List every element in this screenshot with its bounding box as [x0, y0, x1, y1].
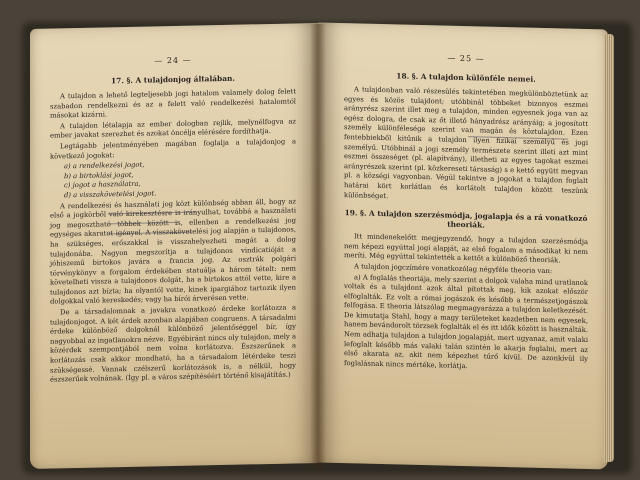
left-page-heading: 17. §. A tulajdonjog általában.: [111, 73, 235, 86]
left-page-content: [30, 23, 318, 469]
right-page-heading-2: 19. §. A tulajdon szerzésmódja, jogalapja és a rá vonatkozó theoriák.: [344, 208, 588, 230]
right-page-content: [318, 22, 608, 469]
left-page: [30, 23, 318, 469]
left-paragraph: A rendelkezési és használati jog közt különbség abban áll, hogy az első a jogkörből való kirekesztésre is irányulhat, továbbá a használati jog megosztható többek között is, ellenben a rendelkezési jog egységes akaratot igényel. A visszakövetelési jog alapján a tulajdonos, ha szükséges, erőszakkal is visszahelyezheti magát a dolog tulajdonába. Nagyon megszorítja a tulajdonos vindicatióját a jóhiszemű birtokos javára a francia jog. Az osztrák polgári törvénykönyv a forgalom érdekében statuálja a három tételt: nem követelheti vissza a tulajdonos dolgát, ha a birtokos attól vette, kire a tulajdonos azt bízta; ha olyantól vette, kinek ipargiához tartozik ilyen dolgokkal való kereskedés; vagy ha bírói árverésen vette.: [50, 196, 296, 307]
page-edges: [604, 34, 614, 462]
right-page-number: — 25 —: [447, 53, 485, 64]
left-paragraph: Legtágabb jelentményében magában foglalja a tulajdonjog a következő jogokat:: [50, 137, 296, 161]
right-paragraph: Itt mindenekelőtt megjegyzendő, hogy a tulajdon szerzésmódja nem képezi egyúttal jogi alapját, az első fogalom a másodikat ki nem meríti. Még egyúttal tekintették a kettőt a különböző theoriák.: [344, 232, 588, 265]
right-paragraph: a) A foglalás theoriája, mely szerint a dolgok valaha mind uratlanok voltak és a tulajdont azok által pítottak meg, kik azokat először elfoglalták. Ez volt a római jogászok és később a természetjogászok felfogása. E theoria látszólag megmagyarázza a tulajdon keletkezését. De kimutatja Stahl, hogy a magy területeket kezdetben nem egyesek, hanem bevándorolt törzsek foglalták el és itt idők között is használták. Nem adhatja tulajdon a tulajdon jogalapját, mert ugyanaz, amit valaki lefoglalt később más valaki talán szintén le akarja foglalni, mert az első akarata az, akit nem képezhet tűrő kívül. De azonkívül ily foglalásnak nincs mértéke, korlátja.: [344, 272, 589, 370]
right-paragraph: A tulajdonban való részesülés tekintetében megkülönböztetünk az egyes és közös tulajdont; utóbbinál többeket bizonyos eszmei arányrész szerint illet meg a tulajdon, minden egyesnek joga van az egész dologra, de csak az őt illető hányadrész arányáig; a jogosított személy különfélesége szerint van magán és köztulajdon. Ezen fentebbiekből kitűnik a tulajdon ilyen fizikai személyű és jogi személyű. Utóbbinál a jogi személy természete szerint illeti azt mint eszmei összeséget (pl. alapítvány), illetheti az egyes tagokat eszmei arányrészek szerint (pl. közkereseti társaság) s e kettő együtt megvan pl. a községi vagyonban. Végül tekintve a jogokat a tulajdon foglalt határai kört korlátlan és korlátolt tulajdon között teszünk különbséget.: [344, 85, 588, 200]
list-item: b) a birtoklási jogot,: [64, 170, 134, 181]
list-item: a) a rendelkezési jogot,: [64, 160, 145, 171]
list-item: c) jogot a használatra,: [64, 180, 141, 190]
list-item: d) a visszakövetelési jogot.: [64, 189, 157, 200]
rights-list: [64, 158, 296, 201]
right-page: [318, 22, 608, 469]
left-paragraph: A tulajdon létalapja az ember dologban rejlik, melynélfogva az ember javakat szerezhet és azokat öncélja elérésére fordíthatja.: [50, 117, 296, 140]
right-paragraph: A tulajdon jogczímére vonatkozólag négyféle theoria van:: [354, 262, 553, 276]
left-paragraph: De a társadalomnak a javakra vonatkozó érdeke korlátozza a tulajdonjogot. A két érdek azonban alapjában congruens. A társadalmi érdeke különböző dolgoknál különböző jelentőséggel bír, így nagyobbal az ingatlanokra nézve. Egyébiránt nincs oly tulajdon, mely a közérdek szempontjából nem volna korlátozva. Észszerűnek a korlátozás csak akkor mondható, ha a társadalom létérdeke teszi szükségessé. Vannak czélszerű korlátozások is, a nélkül, hogy észszerűek volnának. (Így pl. a város szépítéséért történő kisajátítás.): [50, 303, 296, 384]
book-gutter: [310, 24, 326, 470]
left-paragraph: A tulajdon a lehető legteljesebb jogi hatalom valamely dolog felett szabadon rendelkezni és az a felett való rendelkezési hatalomtól másokat kizárni.: [50, 87, 296, 120]
right-page-heading-1: 18. §. A tulajdon különféle nemei.: [396, 71, 536, 84]
left-page-number: — 24 —: [154, 55, 192, 66]
